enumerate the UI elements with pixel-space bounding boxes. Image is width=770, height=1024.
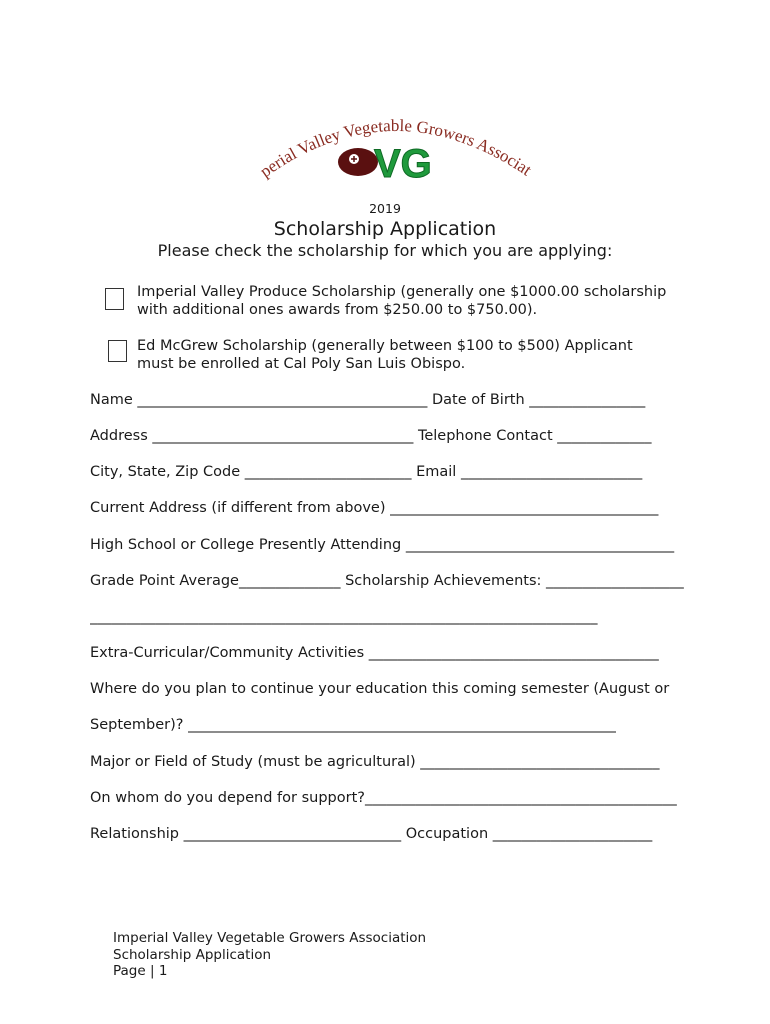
support-field[interactable]: On whom do you depend for support?___________________________________________	[90, 790, 677, 806]
current-address-field[interactable]: Current Address (if different from above) _____________________________________	[90, 500, 659, 516]
logo-initials: VG	[374, 142, 432, 186]
education-plan-question: Where do you plan to continue your education this coming semester (August or	[90, 681, 670, 697]
page-subtitle: Please check the scholarship for which you are applying:	[157, 241, 613, 260]
mcgrew-scholarship-checkbox[interactable]	[108, 340, 127, 362]
major-field[interactable]: Major or Field of Study (must be agricultural) _________________________________	[90, 754, 660, 770]
page-title: Scholarship Application	[273, 218, 497, 240]
ivvga-logo	[258, 105, 533, 190]
city-email-field-row[interactable]: City, State, Zip Code _______________________ Email _________________________	[90, 464, 643, 480]
produce-scholarship-label: Imperial Valley Produce Scholarship (generally one $1000.00 scholarship with additional ones awards from $250.00 to $750.00).	[137, 284, 667, 318]
mcgrew-scholarship-label: Ed McGrew Scholarship (generally between $100 to $500) Applicant must be enrolled at Cal Poly San Luis Obispo.	[137, 338, 633, 372]
form-year: 2019	[369, 201, 401, 216]
name-dob-field-row[interactable]: Name ________________________________________ Date of Birth ________________	[90, 392, 646, 408]
footer	[113, 930, 426, 980]
produce-scholarship-checkbox[interactable]	[105, 288, 124, 310]
footer-page-number: Page | 1	[113, 963, 168, 979]
school-field[interactable]: High School or College Presently Attending _____________________________________	[90, 537, 675, 553]
achievements-continuation-line[interactable]: ______________________________________________________________________	[90, 609, 598, 625]
activities-field[interactable]: Extra-Curricular/Community Activities ________________________________________	[90, 645, 659, 661]
footer-org-name: Imperial Valley Vegetable Growers Association	[113, 930, 427, 946]
logo-arc-text: perial Valley Vegetable Growers Associa	[258, 115, 531, 181]
education-plan-field[interactable]: September)? ___________________________________________________________	[90, 717, 616, 733]
relationship-occupation-field-row[interactable]: Relationship ______________________________ Occupation ______________________	[90, 826, 653, 842]
address-phone-field-row[interactable]: Address ____________________________________ Telephone Contact _____________	[90, 428, 652, 444]
gpa-achievements-field-row[interactable]: Grade Point Average______________ Scholarship Achievements: ___________________	[90, 573, 684, 589]
footer-doc-name: Scholarship Application	[113, 946, 272, 963]
